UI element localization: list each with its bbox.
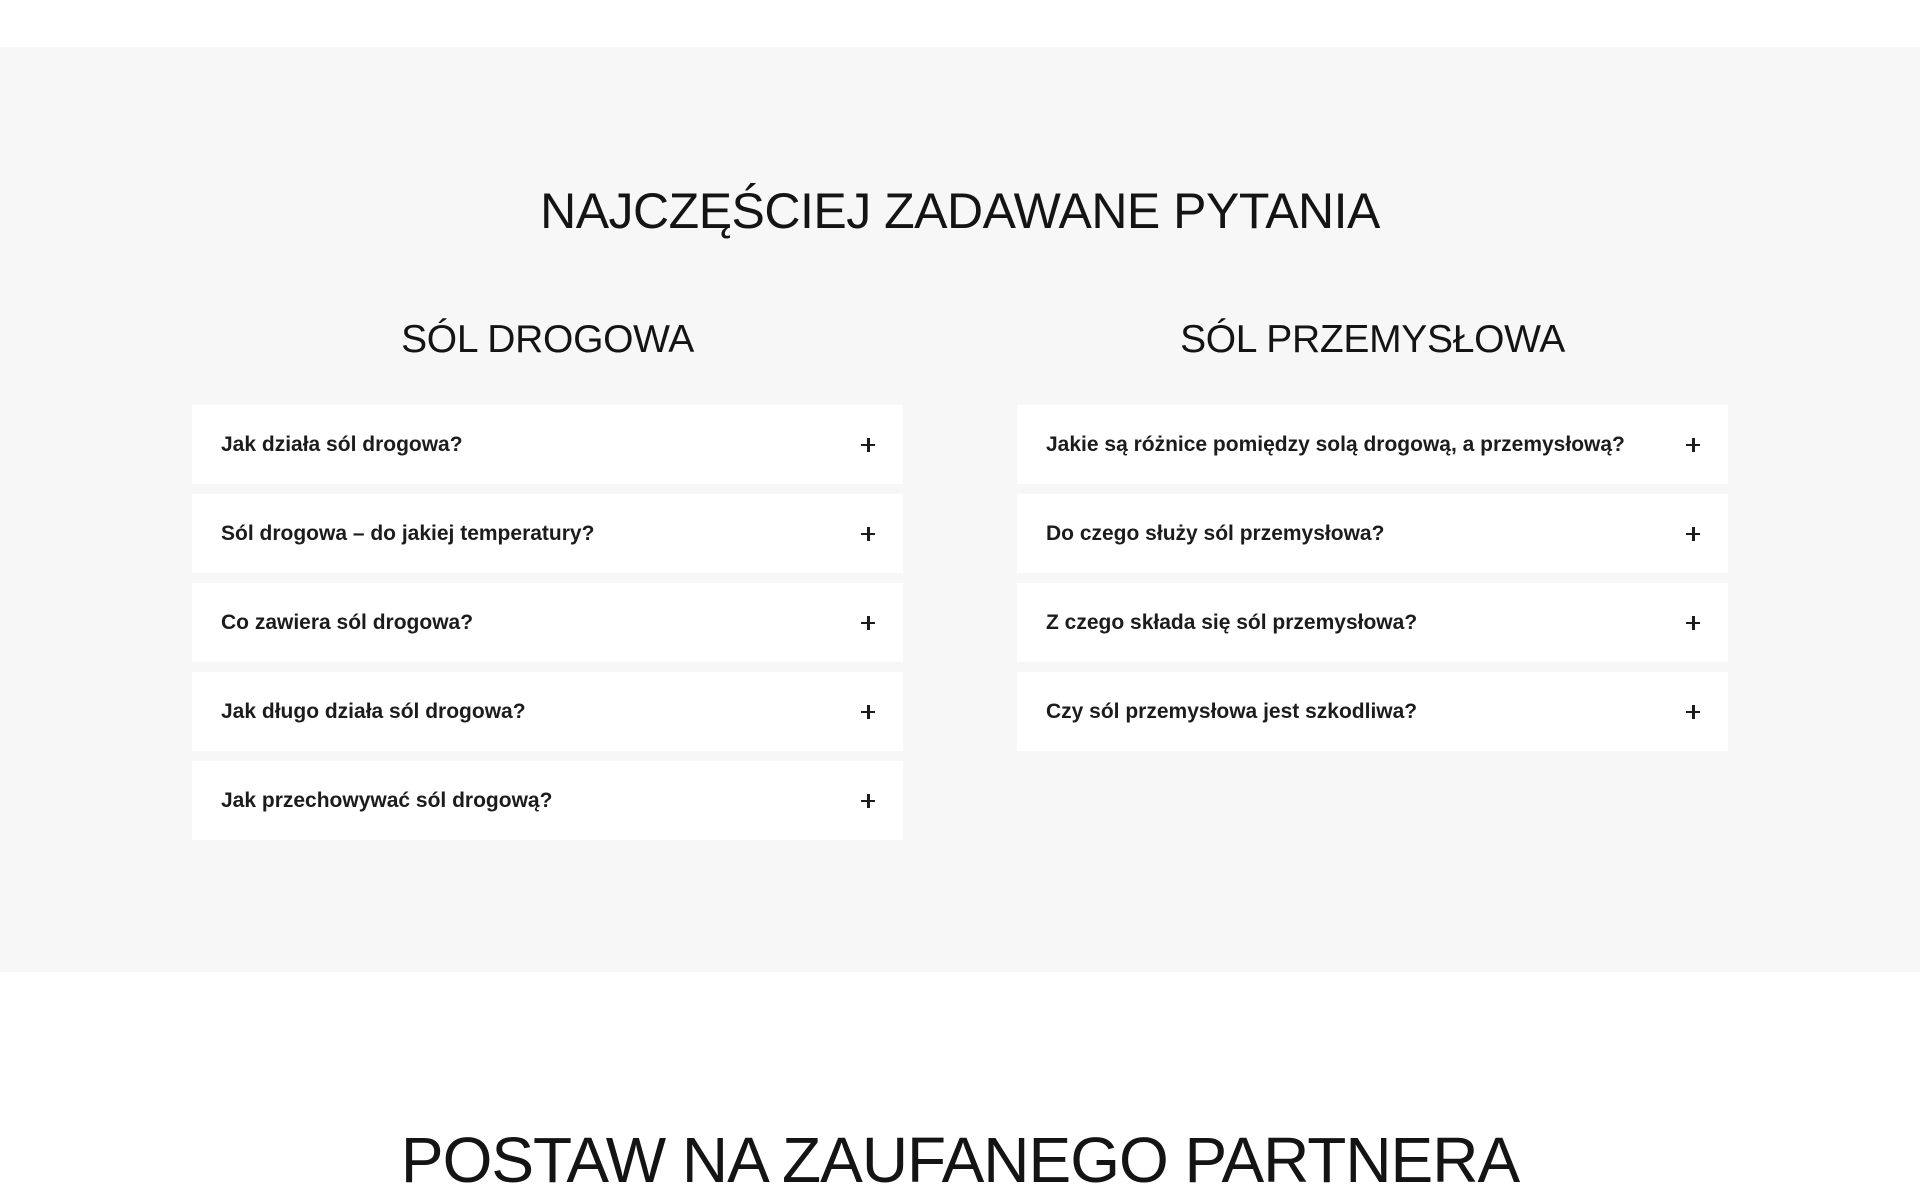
plus-icon[interactable] — [861, 527, 875, 541]
faq-item[interactable] — [192, 583, 903, 662]
faq-item[interactable] — [192, 494, 903, 573]
faq-question: Jakie są różnice pomiędzy solą drogową, a przemysłową? — [1046, 432, 1625, 456]
faq-column-road-salt — [192, 315, 903, 850]
faq-title: NAJCZĘŚCIEJ ZADAWANE PYTANIA — [540, 183, 1380, 239]
faq-item[interactable] — [1017, 583, 1728, 662]
plus-icon[interactable] — [861, 616, 875, 630]
faq-question: Jak długo działa sól drogowa? — [221, 699, 526, 723]
column-title-industrial-salt: SÓL PRZEMYSŁOWA — [1180, 318, 1565, 361]
faq-question: Czy sól przemysłowa jest szkodliwa? — [1046, 699, 1418, 723]
faq-item[interactable] — [192, 761, 903, 840]
plus-icon[interactable] — [1686, 527, 1700, 541]
faq-list-industrial-salt — [1017, 405, 1728, 751]
faq-question: Z czego składa się sól przemysłowa? — [1046, 610, 1418, 634]
faq-item[interactable] — [1017, 672, 1728, 751]
faq-item[interactable] — [1017, 494, 1728, 573]
plus-icon[interactable] — [861, 705, 875, 719]
plus-icon[interactable] — [1686, 705, 1700, 719]
plus-icon[interactable] — [1686, 616, 1700, 630]
faq-question: Sól drogowa – do jakiej temperatury? — [221, 521, 595, 545]
faq-list-road-salt — [192, 405, 903, 840]
faq-question: Do czego służy sól przemysłowa? — [1046, 521, 1385, 545]
faq-column-industrial-salt — [1017, 315, 1728, 761]
column-title-road-salt: SÓL DROGOWA — [401, 318, 694, 361]
faq-item[interactable] — [1017, 405, 1728, 484]
faq-question: Jak przechowywać sól drogową? — [221, 788, 553, 812]
faq-item[interactable] — [192, 672, 903, 751]
faq-question: Co zawiera sól drogowa? — [221, 610, 474, 634]
faq-question: Jak działa sól drogowa? — [221, 432, 463, 456]
plus-icon[interactable] — [861, 438, 875, 452]
faq-section — [0, 47, 1920, 972]
plus-icon[interactable] — [1686, 438, 1700, 452]
plus-icon[interactable] — [861, 794, 875, 808]
faq-item[interactable] — [192, 405, 903, 484]
partner-section-title: POSTAW NA ZAUFANEGO PARTNERA — [400, 1124, 1520, 1196]
